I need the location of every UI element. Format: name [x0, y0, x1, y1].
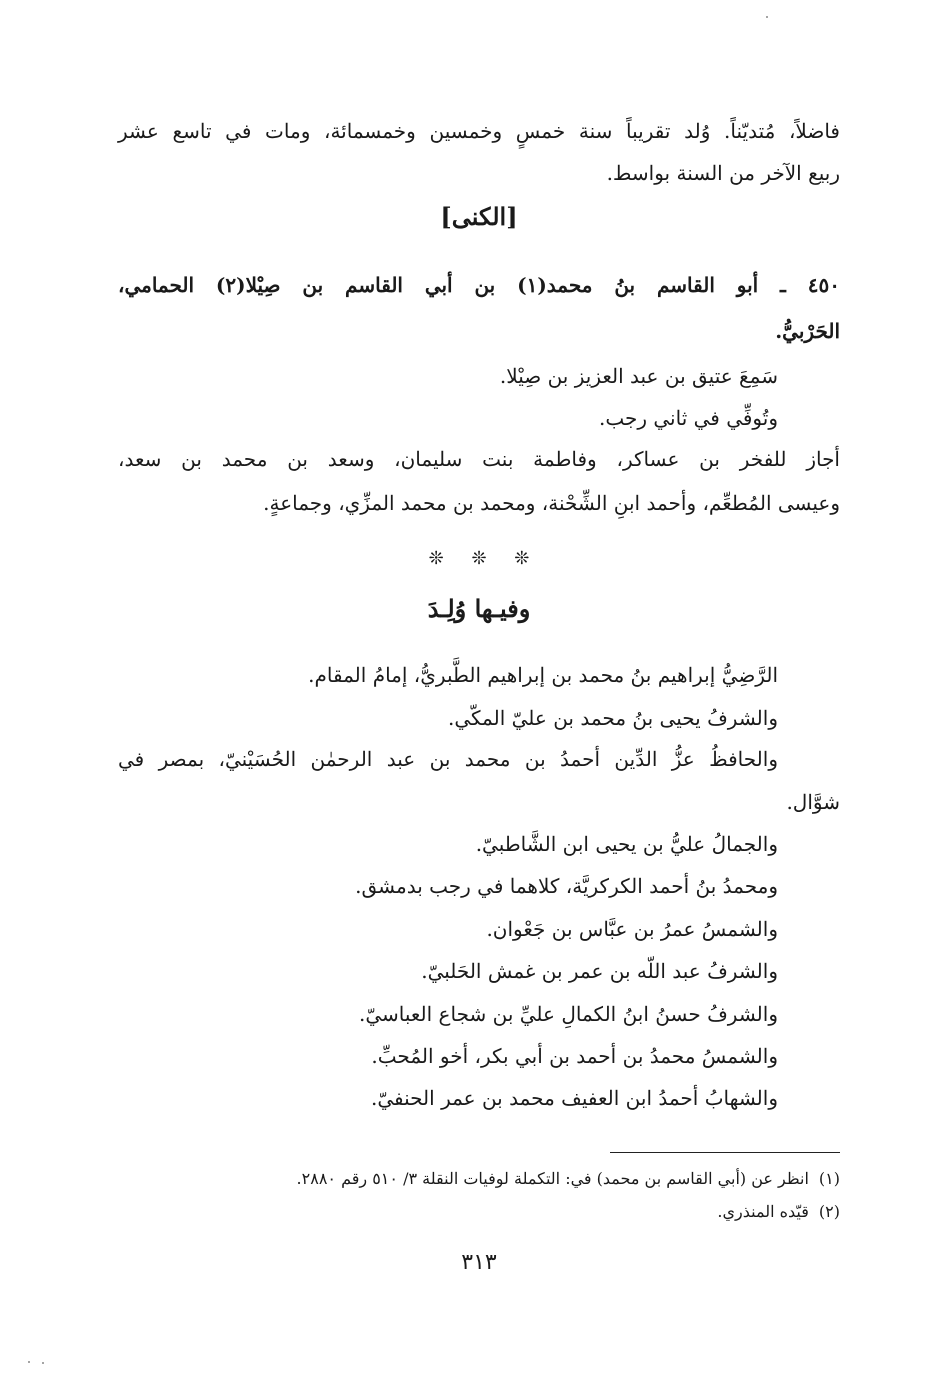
scan-speck [766, 16, 768, 18]
birth-entry: والحافظُ عزُّ الدِّين أحمدُ بن محمد بن عبد الرحمٰن الحُسَيْنيّ، بمصر في [118, 747, 778, 771]
footnote-2 [717, 1201, 840, 1223]
birth-entry: الرَّضِيُّ إبراهيم بنُ محمد بن إبراهيم الطَّبريُّ، إمامُ المقام. [308, 663, 778, 687]
births-section-heading: وفيـها وُلِـدَ [427, 594, 531, 623]
birth-entry: والجمالُ عليُّ بن يحيى ابن الشَّاطبيّ. [475, 832, 778, 856]
footnote-text: قيّده المنذري. [717, 1202, 809, 1221]
entry-450-ijaza-line-2: وعيسى المُطعِّم، وأحمد ابنِ الشِّحْنة، ومحمد بن محمد المزِّي، وجماعةٍ. [263, 491, 840, 515]
kuna-section-heading: [الكنى] [440, 202, 518, 231]
entry-450-title-line-2: الحَرْبيُّ. [775, 319, 840, 343]
entry-450-sami: سَمِعَ عتيق بن عبد العزيز بن صِيْلا. [499, 364, 778, 388]
footnote-text: انظر عن (أبي القاسم بن محمد) في: التكملة لوفيات النقلة ٣/ ٥١٠ رقم ٢٨٨٠. [296, 1169, 809, 1188]
footnote-number: (٢) [818, 1202, 840, 1221]
birth-entry: والشرفُ عبد اللّه بن عمر بن غمش الحَلبيّ. [421, 959, 778, 983]
scan-speck [42, 1362, 44, 1364]
entry-450-ijaza-line-1: أجاز للفخر بن عساكر، وفاطمة بنت سليمان، وسعد بن محمد بن سعد، [118, 447, 840, 471]
section-separator: ❊ ❊ ❊ [428, 548, 530, 569]
scan-speck [28, 1361, 30, 1363]
footnote-1 [297, 1168, 840, 1190]
birth-entry: والشرفُ حسنُ ابنُ الكمالِ عليِّ بن شجاع العباسيّ. [358, 1002, 778, 1026]
birth-entry: ومحمدُ بنُ أحمد الكركريَّة، كلاهما في رجب بدمشق. [355, 874, 778, 898]
birth-entry: والشمسُ محمدُ بن أحمد بن أبي بكر، أخو المُحبِّ. [371, 1044, 778, 1068]
entry-450-title-line-1: ٤٥٠ ـ أبو القاسم بنُ محمد(١) بن أبي القاسم بن صِيْلا(٢) الحمامي، [118, 273, 841, 297]
birth-entry: والشرفُ يحيى بنُ محمد بن عليّ المكّي. [447, 706, 778, 730]
birth-entry: والشهابُ أحمدُ ابن العفيف محمد بن عمر الحنفيّ. [370, 1086, 778, 1110]
page-number: ٣١٣ [461, 1250, 497, 1275]
book-page [118, 0, 840, 1378]
birth-entry-continuation: شوَّال. [786, 790, 840, 814]
birth-entry: والشمسُ عمرُ بن عبَّاس بن جَعْوان. [486, 917, 778, 941]
footnote-divider [610, 1152, 840, 1153]
entry-450-death: وتُوفِّي في ثاني رجب. [598, 406, 778, 430]
intro-line-2: ربيع الآخر من السنة بواسط. [606, 161, 840, 185]
intro-line-1: فاضلاً، مُتديّناً. وُلد تقريباً سنة خمسٍ وخمسين وخمسمائة، ومات في تاسع عشر [118, 119, 840, 143]
footnote-number: (١) [818, 1169, 840, 1188]
